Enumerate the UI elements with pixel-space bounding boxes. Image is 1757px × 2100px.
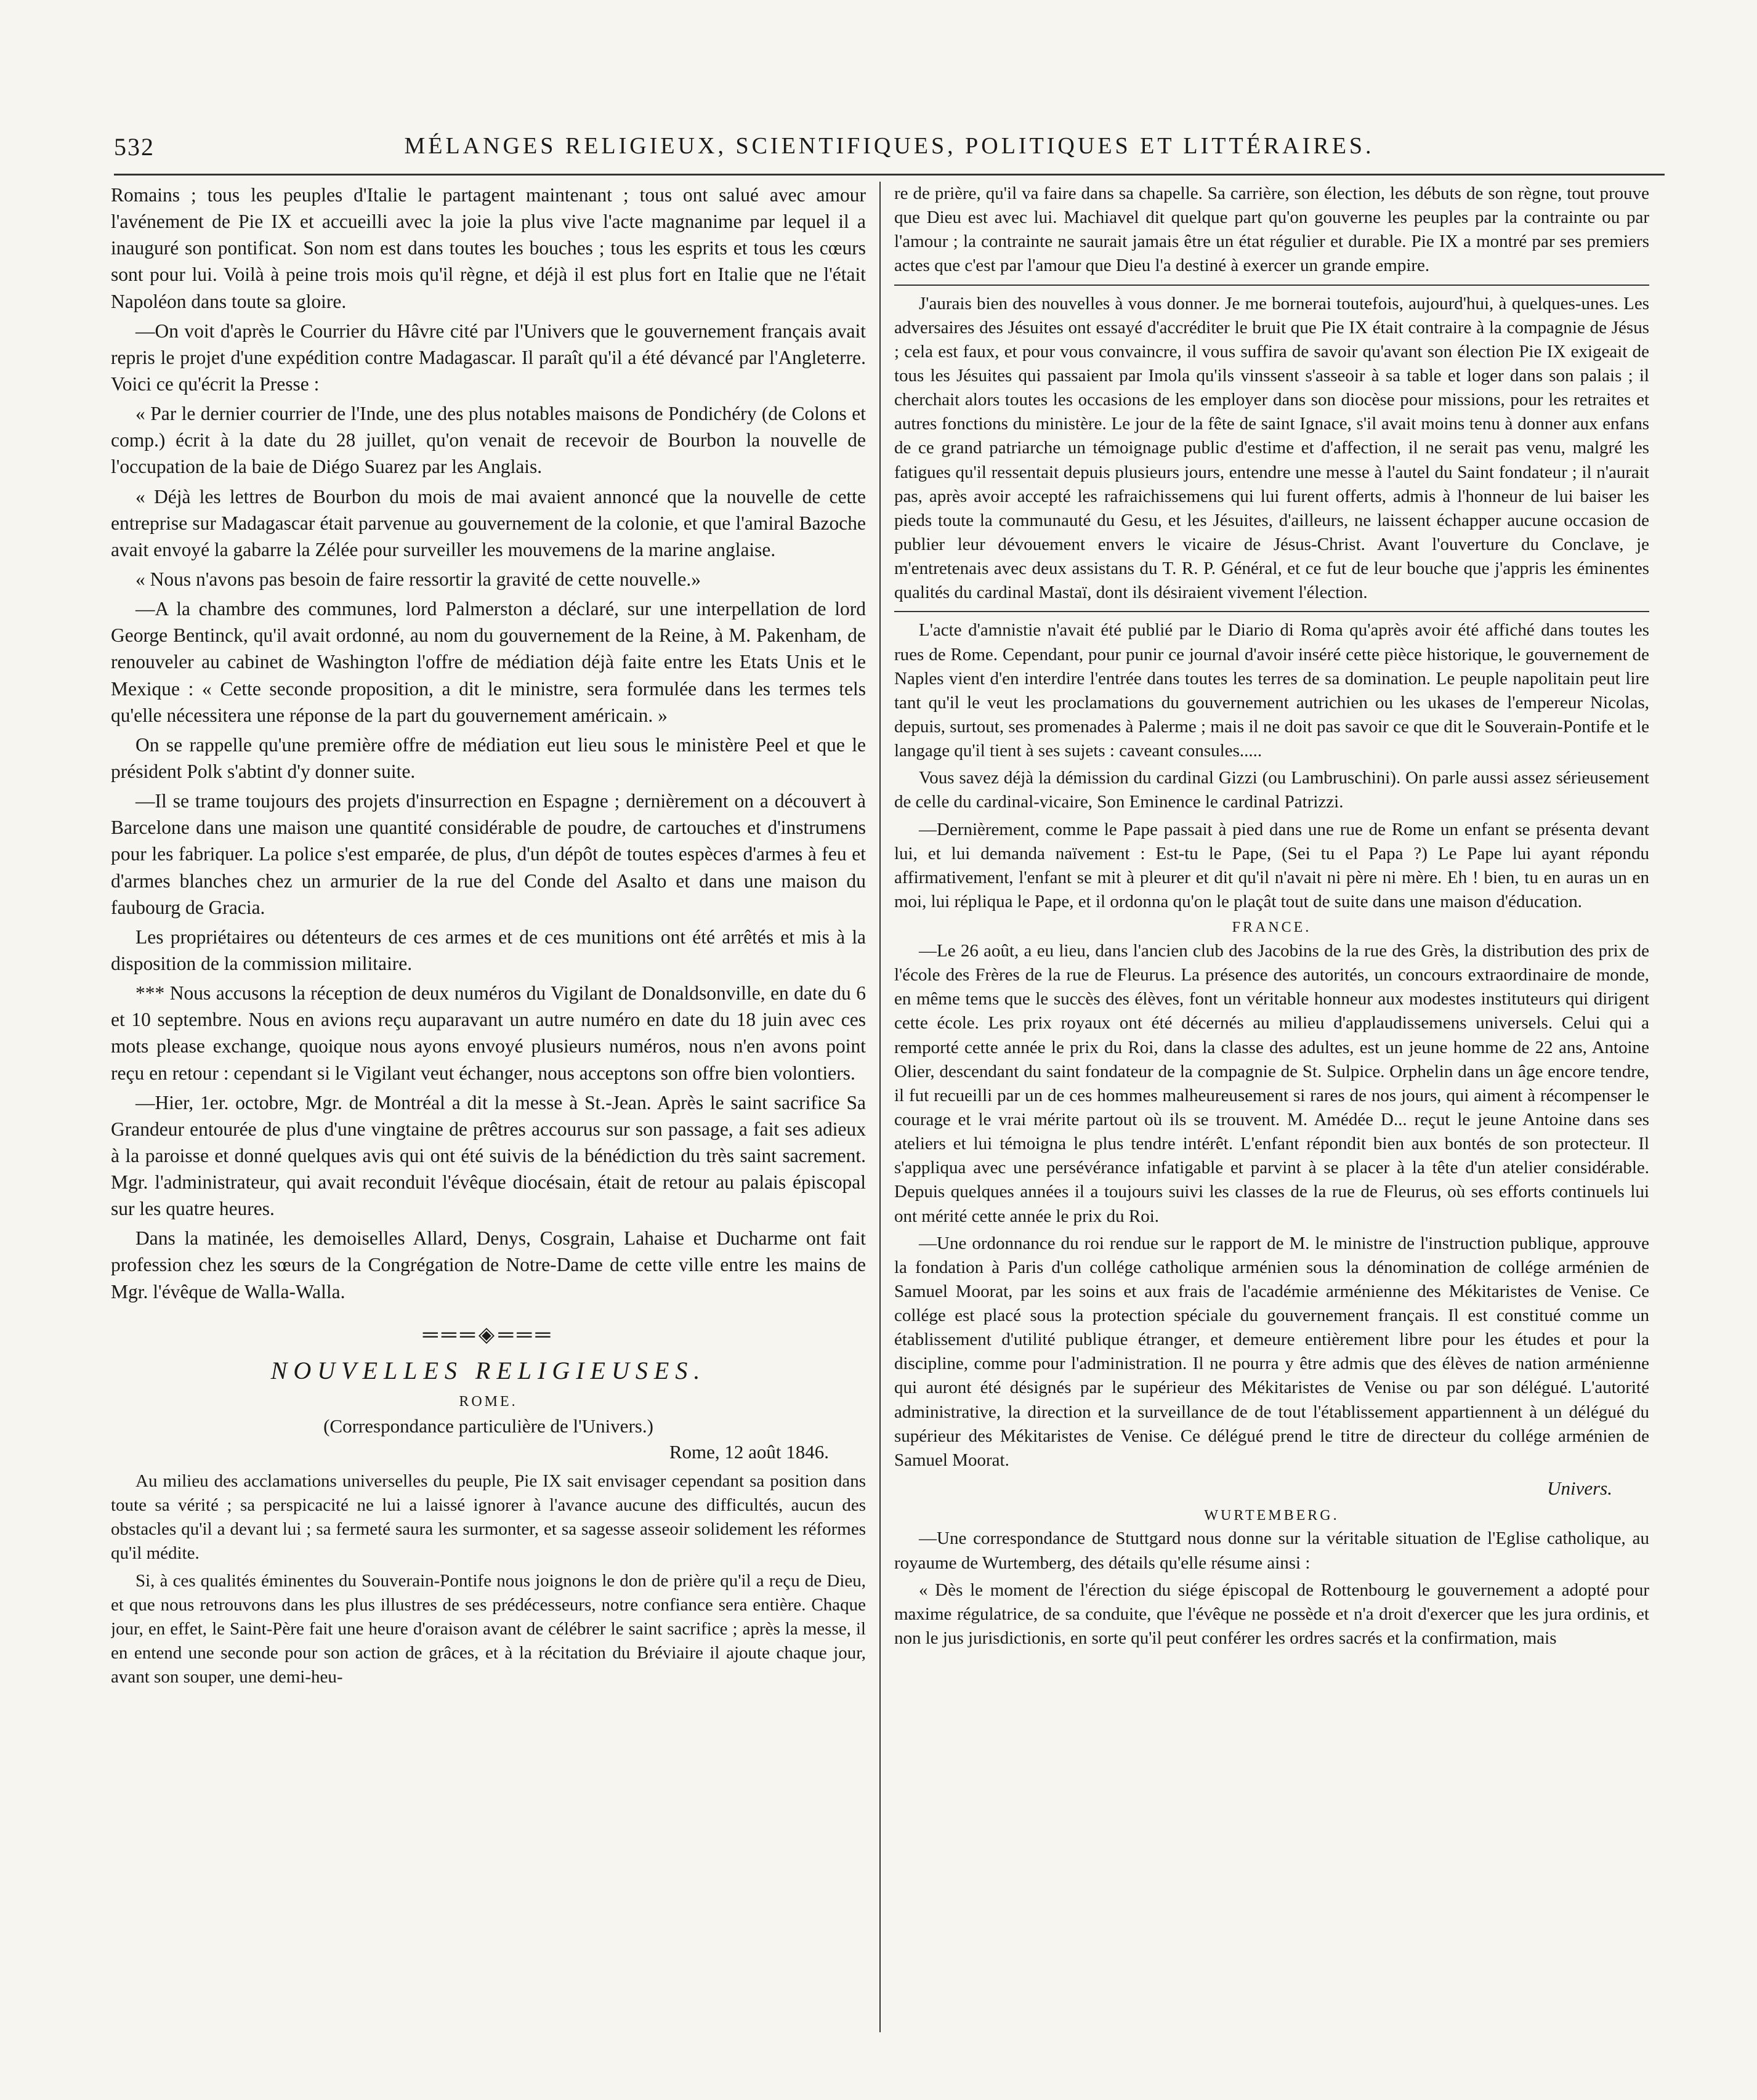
article-paragraph: Au milieu des acclamations universelles du peuple, Pie IX sait envisager cependant sa position dans toute sa vérité ; sa perspicacité ne lui a laissé ignorer à l'avance aucune des difficultés, aucun des obstacles qu'il a devant lui ; sa fermeté saura les surmonter, et sa sagesse asseoir solidement les réformes qu'il médite. [111, 1471, 866, 1564]
left-column [111, 182, 866, 2032]
subheading-france: FRANCE. [1232, 919, 1312, 936]
separator-rule [894, 611, 1649, 612]
article-paragraph: Dans la matinée, les demoiselles Allard, Denys, Cosgrain, Lahaise et Ducharme ont fait profession chez les sœurs de la Congrégation de Notre-Dame de cette ville entre les mains de Mgr. l'évêque de Walla-Walla. [111, 1227, 866, 1302]
running-title: MÉLANGES RELIGIEUX, SCIENTIFIQUES, POLITIQUES ET LITTÉRAIRES. [404, 133, 1375, 159]
article-paragraph: —On voit d'après le Courrier du Hâvre cité par l'Univers que le gouvernement français avait repris le projet d'une expédition contre Madagascar. Il paraît qu'il a été dévancé par l'Angleterre. Voici ce qu'écrit la Presse : [111, 320, 866, 395]
article-paragraph: Les propriétaires ou détenteurs de ces armes et de ces munitions ont été arrêtés et mis à la disposition de la commission militaire. [111, 926, 866, 974]
subheading-rome: ROME. [459, 1394, 518, 1410]
dateline: Rome, 12 août 1846. [669, 1441, 829, 1463]
column-divider [879, 182, 881, 2032]
correspondence-line: (Correspondance particulière de l'Univers.) [323, 1415, 653, 1437]
article-paragraph: Romains ; tous les peuples d'Italie le partagent maintenant ; tous ont salué avec amour l'avénement de Pie IX et accueilli avec la joie la plus vive l'acte magnanime par lequel il a inauguré son pontificat. Son nom est dans toutes les bouches ; tous les esprits et tous les cœurs sont pour lui. Voilà à peine trois mois qu'il règne, et déjà il est plus fort en Italie que ne l'était Napoléon dans toute sa gloire. [111, 184, 866, 312]
separator-rule [894, 285, 1649, 286]
article-paragraph: —Le 26 août, a eu lieu, dans l'ancien club des Jacobins de la rue des Grès, la distribution des prix de l'école des Frères de la rue de Fleurus. La présence des autorités, un concours extraordinaire de monde, en même tems que le succès des élèves, font un véritable honneur aux modestes instituteurs qui dirigent cette école. Les prix royaux ont été décernés au milieu d'applaudissemens universels. Celui qui a remporté cette année le prix du Roi, dans la classe des adultes, est un jeune homme de 22 ans, Antoine Olier, descendant du saint fondateur de la compagnie de St. Sulpice. Orphelin dans un âge encore tendre, il fut recueilli par un de ces hommes malheureusement si rares de nos jours, qui aiment à récompenser le courage et le vrai mérite partout où ils se trouvent. M. Amédée D... reçut le jeune Antoine dans ses ateliers et lui témoigna le plus tendre intérêt. L'enfant répondit bien aux bontés de son protecteur. Il s'appliqua avec une persévérance infatigable et parvint à se placer à la tête d'un atelier considérable. Depuis quelques années il a toujours suivi les classes de la rue de Fleurus, où ses efforts continuels lui ont mérité cette année le prix du Roi. [894, 940, 1649, 1226]
article-paragraph: « Par le dernier courrier de l'Inde, une des plus notables maisons de Pondichéry (de Colons et comp.) écrit à la date du 28 juillet, qu'on venait de recevoir de Bourbon la nouvelle de l'occupation de la baie de Diégo Suarez par les Anglais. [111, 403, 866, 478]
subheading-wurtemberg: WURTEMBERG. [1204, 1507, 1339, 1524]
article-paragraph: —Dernièrement, comme le Pape passait à pied dans une rue de Rome un enfant se présenta devant lui, et lui demanda naïvement : Est-tu le Pape, (Sei tu el Papa ?) Le Pape lui ayant répondu affirmativement, l'enfant se mit à pleurer et dit qu'il n'avait ni père ni mère. Eh ! bien, tu en auras un en moi, lui répliqua le Pape, et il ordonna qu'on le plaçât tout de suite dans une maison d'éducation. [894, 819, 1649, 911]
header-rule [114, 174, 1665, 176]
page-number: 532 [114, 133, 155, 161]
article-paragraph: « Dès le moment de l'érection du siége épiscopal de Rottenbourg le gouvernement a adopté pour maxime régulatrice, de sa conduite, que l'évêque ne possède et n'a droit d'exercer que les jura ordinis, et non le jus jurisdictionis, en sorte qu'il peut conférer les ordres sacrés et la confirmation, mais [894, 1580, 1649, 1648]
article-paragraph: —Une ordonnance du roi rendue sur le rapport de M. le ministre de l'instruction publique, approuve la fondation à Paris d'un collége catholique arménien sous la dénomination de collége arménien de Samuel Moorat, par les soins et aux frais de l'académie arménienne des Mékitaristes de Venise. Ce collége est placé sous la protection spéciale du gouvernement français. Il est constitué comme un établissement d'utilité publique étranger, et demeure entièrement libre pour les études et pour la discipline, comme pour l'administration. Il ne pourra y être admis que des élèves de nation arménienne qui auront été désignés par le supérieur des Mékitaristes de Venise ou par son délégué. L'autorité administrative, la direction et la surveillance de de tout l'établissement appartiennent à un délégué du supérieur des Mékitaristes de Venise. Ce délégué prend le titre de directeur du collége arménien de Samuel Moorat. [894, 1233, 1649, 1470]
article-paragraph: —A la chambre des communes, lord Palmerston a déclaré, sur une interpellation de lord George Bentinck, qu'il avait ordonné, au nom du gouvernement de la Reine, à M. Pakenham, de renouveler au cabinet de Washington l'offre de médiation déjà faite entre les Etats Unis et le Mexique : « Cette seconde proposition, a dit le ministre, sera formulée dans les termes tels qu'elle nécessitera une réponse de la part du gouvernement américain. » [111, 598, 866, 726]
article-paragraph: « Déjà les lettres de Bourbon du mois de mai avaient annoncé que la nouvelle de cette entreprise sur Madagascar était parvenue au gouvernement de la colonie, et que l'amiral Bazoche avait envoyé la gabarre la Zélée pour surveiller les mouvemens de la marine anglaise. [111, 485, 866, 560]
columns [111, 182, 1649, 2032]
article-source: Univers. [1547, 1477, 1612, 1500]
article-paragraph: Vous savez déjà la démission du cardinal Gizzi (ou Lambruschini). On parle aussi assez sérieusement de celle du cardinal-vicaire, Son Eminence le cardinal Patrizzi. [894, 768, 1649, 812]
article-paragraph: *** Nous accusons la réception de deux numéros du Vigilant de Donaldsonville, en date du 6 et 10 septembre. Nous en avions reçu auparavant un autre numéro en date du 18 juin avec ces mots please exchange, quoique nous ayons envoyé plusieurs numéros, nous n'en avons point reçu en retour : cependant si le Vigilant veut échanger, nous acceptons son offre bien volontiers. [111, 982, 866, 1084]
article-paragraph: re de prière, qu'il va faire dans sa chapelle. Sa carrière, son élection, les débuts de son règne, tout prouve que Dieu est avec lui. Machiavel dit quelque part qu'on gouverne les peuples par la contrainte ou par l'amour ; la contrainte ne saurait jamais être un état régulier et durable. Pie IX a montré par ses premiers actes que c'est par l'amour que Dieu l'a destiné à exercer un grande empire. [894, 184, 1649, 276]
article-paragraph: —Une correspondance de Stuttgard nous donne sur la véritable situation de l'Eglise catholique, au royaume de Wurtemberg, des détails qu'elle résume ainsi : [894, 1529, 1649, 1573]
right-column [894, 182, 1649, 2032]
article-paragraph: « Nous n'avons pas besoin de faire ressortir la gravité de cette nouvelle.» [135, 568, 701, 590]
page-header [114, 132, 1665, 169]
article-paragraph: L'acte d'amnistie n'avait été publié par le Diario di Roma qu'après avoir été affiché dans toutes les rues de Rome. Cependant, pour punir ce journal d'avoir inséré cette pièce historique, le gouvernement de Naples vient d'en interdire l'entrée dans toutes les terres de sa domination. Le peuple napolitain peut lire tant qu'il le veut les proclamations du gouvernement autrichien ou les ukases de l'empereur Nicolas, depuis, surtout, ses promenades à Palerme ; mais il ne doit pas savoir ce que dit le Souverain-Pontife et le langage qu'il tient à ses sujets : caveant consules..... [894, 620, 1649, 761]
article-paragraph: Si, à ces qualités éminentes du Souverain-Pontife nous joignons le don de prière qu'il a reçu de Dieu, et que nous retrouvons dans les plus illustres de ses prédécesseurs, notre confiance sera entière. Chaque jour, en effet, le Saint-Père fait une heure d'oraison avant de célébrer le saint sacrifice ; après la messe, il en entend une seconde pour son action de grâces, et à la récitation du Bréviaire il ajoute chaque jour, avant son souper, une demi-heu- [111, 1570, 866, 1687]
section-title: NOUVELLES RELIGIEUSES. [270, 1357, 706, 1385]
article-paragraph: J'aurais bien des nouvelles à vous donner. Je me bornerai toutefois, aujourd'hui, à quelques-unes. Les adversaires des Jésuites ont essayé d'accréditer le bruit que Pie IX était contraire à la compagnie de Jésus ; cela est faux, et pour vous convaincre, il vous suffira de savoir qu'avant son élection Pie IX exigeait de tous les Jésuites qui passaient par Imola qu'ils vinssent s'asseoir à sa table et loger dans son palais ; il cherchait alors toutes les occasions de les employer dans son diocèse pour missions, pour les retraites et autres fonctions du ministère. Le jour de la fête de saint Ignace, s'il avait moins tenu à donner aux enfans de ce grand patriarche un témoignage public d'estime et d'affection, il ne serait pas venu, malgré les fatigues qu'il ressentait depuis plusieurs jours, entendre une messe à l'autel du Saint fondateur ; il n'aurait pas, après avoir accepté les rafraichissemens qui lui furent offerts, admis à l'honneur de lui baiser les pieds toute la communauté du Gesu, et les Jésuites, d'ailleurs, ne laissent échapper aucune occasion de publier leur dévouement envers le vicaire de Jésus-Christ. Avant l'ouverture du Conclave, je m'entretenais avec deux assistans du T. R. P. Général, et ce fut de leur bouche que j'appris les éminentes qualités du cardinal Mastaï, dont ils désiraient vivement l'élection. [894, 293, 1649, 603]
section-ornament: ═══◈═══ [422, 1323, 554, 1346]
article-paragraph: —Hier, 1er. octobre, Mgr. de Montréal a dit la messe à St.-Jean. Après le saint sacrifice Sa Grandeur entourée de plus d'une vingtaine de prêtres accourus sur son passage, a fait ses adieux à la paroisse et donné quelques avis qui ont été suivis de la bénédiction du très saint sacrement. Mgr. l'administrateur, qui avait reconduit l'évêque diocésain, était de retour au palais épiscopal sur les quatre heures. [111, 1091, 866, 1220]
article-paragraph: On se rappelle qu'une première offre de médiation eut lieu sous le ministère Peel et que le président Polk s'abtint d'y donner suite. [111, 733, 866, 782]
article-paragraph: —Il se trame toujours des projets d'insurrection en Espagne ; dernièrement on a découvert à Barcelone dans une maison une quantité considérable de poudre, de cartouches et d'instrumens pour les fabriquer. La police s'est emparée, de plus, d'un dépôt de toutes espèces d'armes à feu et d'armes blanches chez un armurier de la rue del Conde del Asalto et dans une maison du faubourg de Gracia. [111, 790, 866, 918]
